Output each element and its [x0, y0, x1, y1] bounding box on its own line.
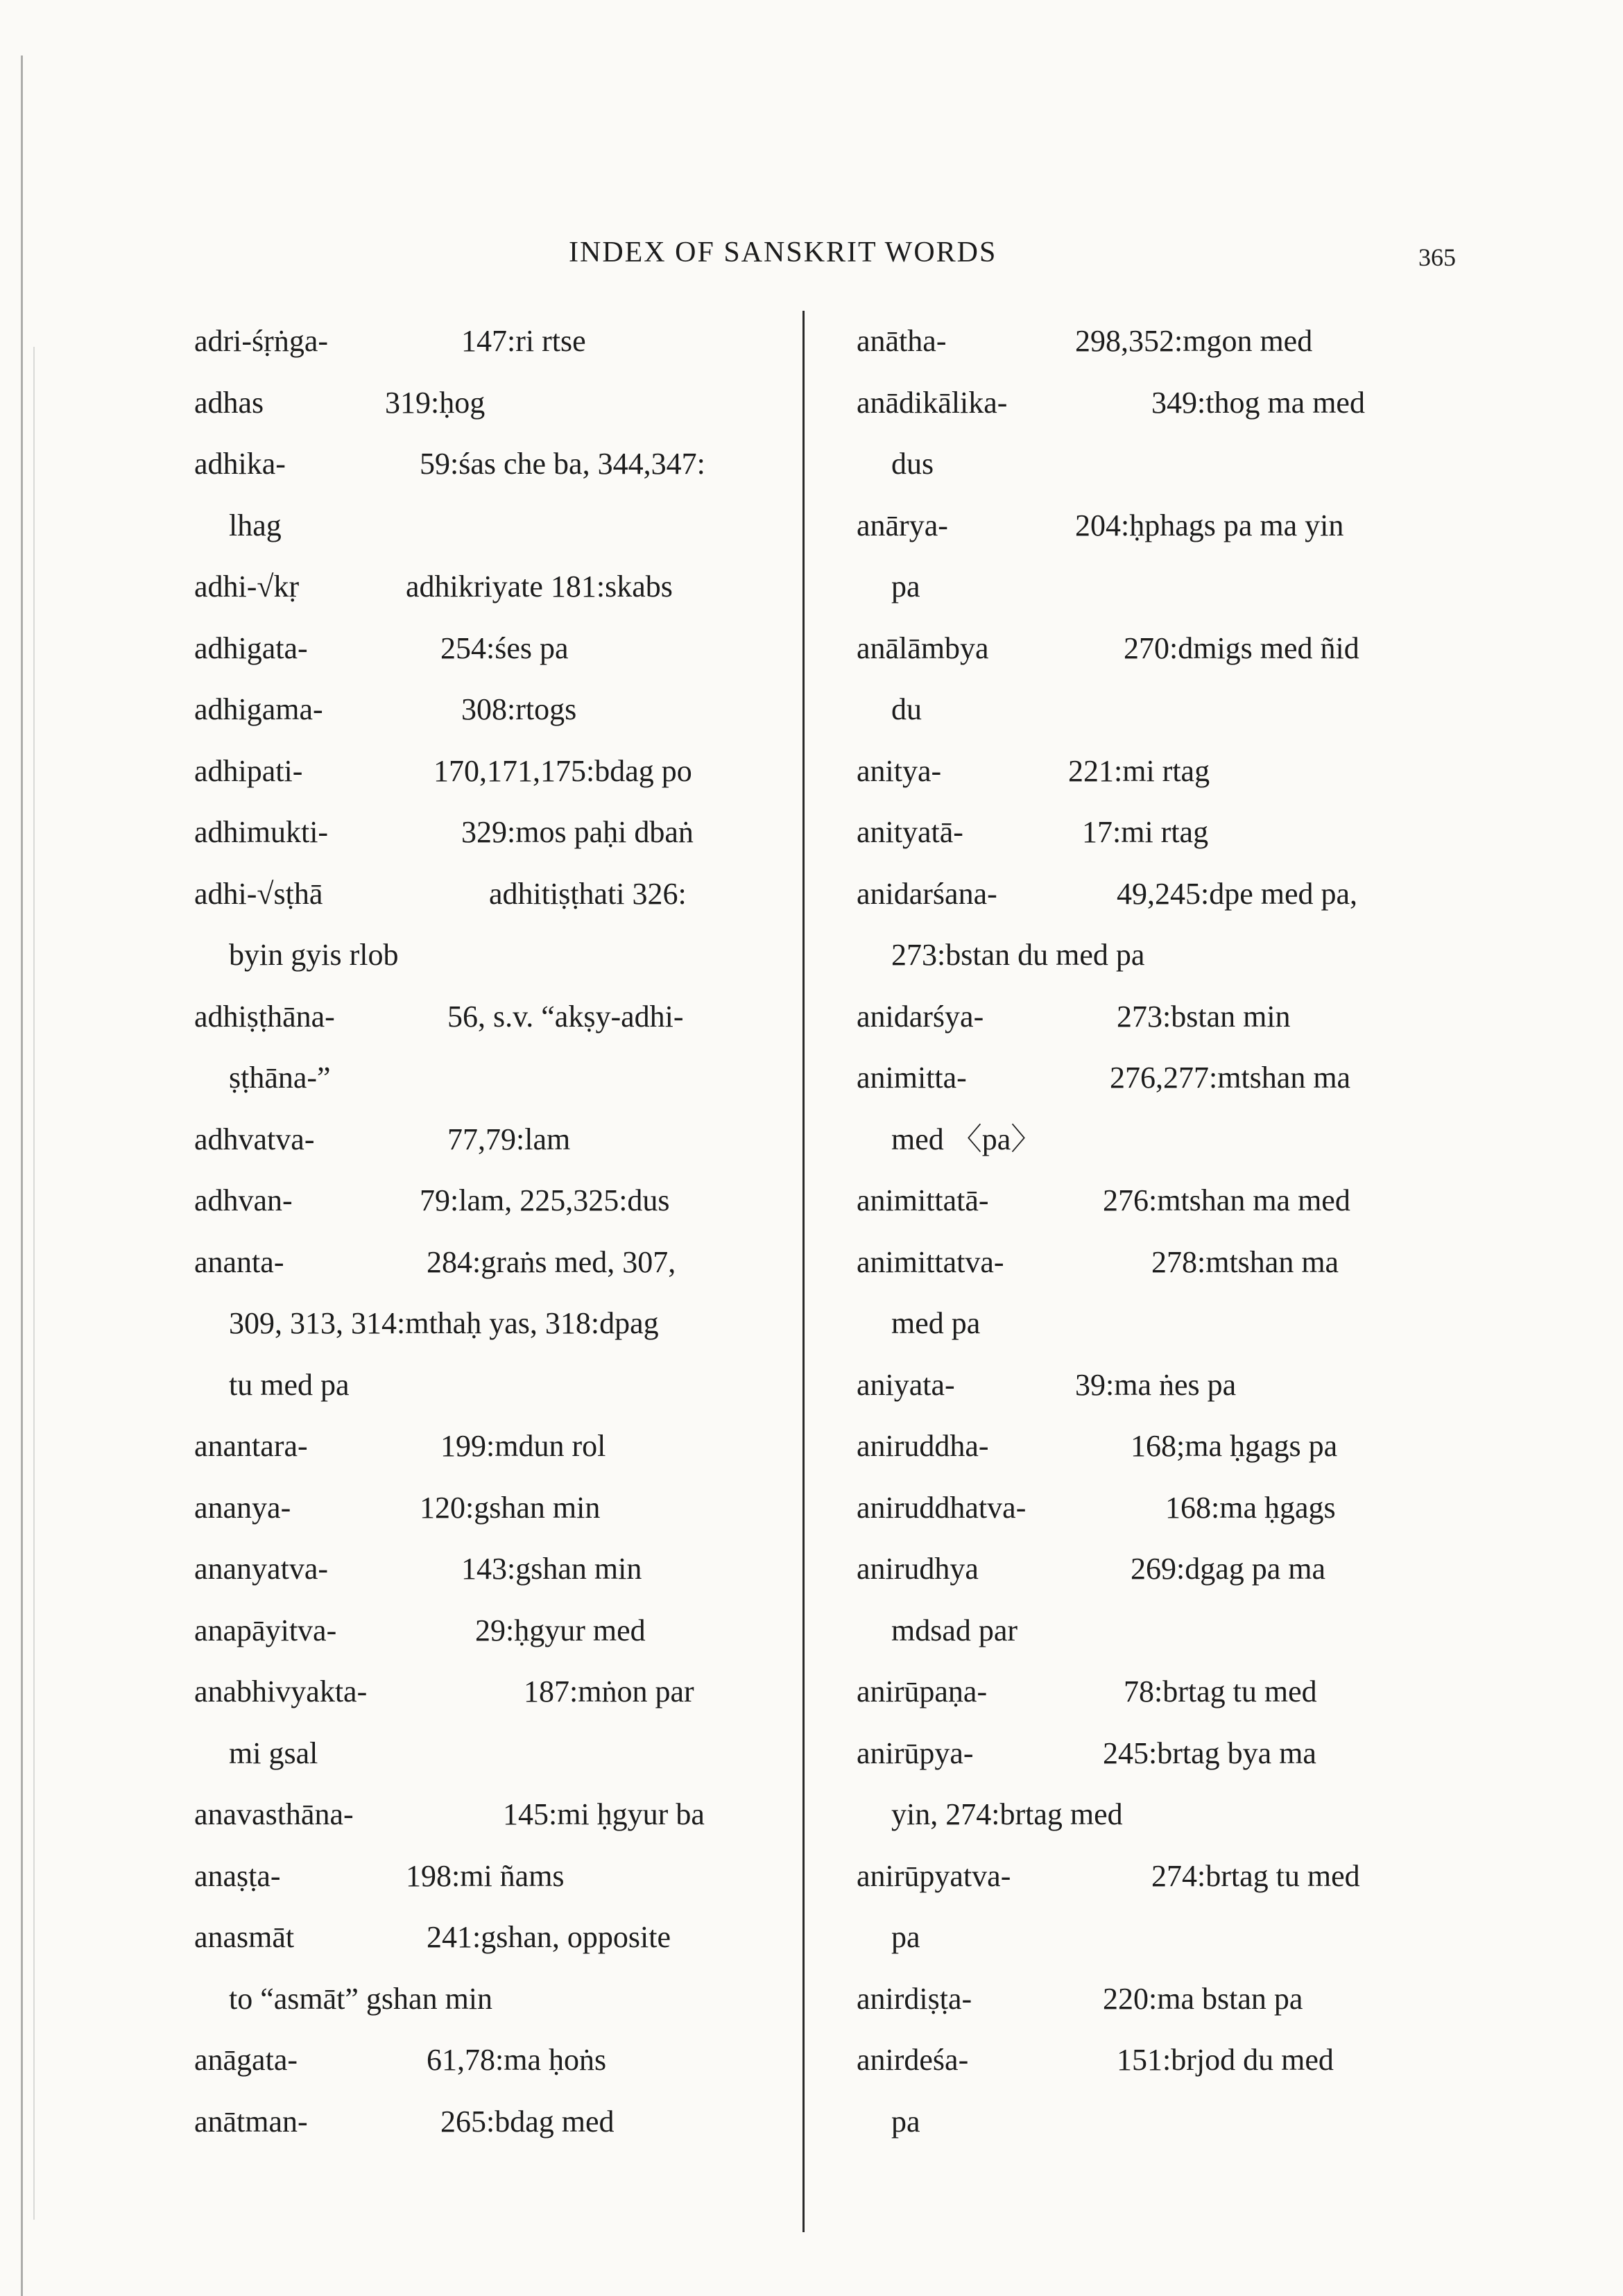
index-entry — [857, 1539, 1418, 1600]
index-term: aniruddhatva- — [857, 1490, 1027, 1525]
index-term: anirdiṣṭa- — [857, 1981, 972, 2016]
index-entry-continuation — [857, 1293, 1418, 1355]
index-entry — [857, 864, 1418, 925]
index-entry-continuation — [194, 1355, 756, 1416]
index-reference: 145:mi ḥgyur ba — [503, 1797, 705, 1831]
index-entry — [194, 679, 756, 741]
page-edge-line — [21, 55, 23, 2296]
index-reference: 309, 313, 314:mthaḥ yas, 318:dpag — [229, 1306, 659, 1340]
index-reference: mdsad par — [891, 1613, 1018, 1647]
index-term: anantara- — [194, 1429, 308, 1463]
index-term: anidarśya- — [857, 999, 984, 1034]
index-entry — [194, 802, 756, 864]
index-reference: 276:mtshan ma med — [1103, 1183, 1350, 1217]
index-reference: to “asmāt” gshan min — [229, 1981, 493, 2016]
index-entry — [194, 1661, 756, 1723]
index-entry-continuation — [857, 434, 1418, 495]
index-term: anavasthāna- — [194, 1797, 354, 1831]
index-reference: pa — [891, 2104, 920, 2139]
index-reference: 151:brjod du med — [1117, 2043, 1334, 2077]
index-reference: 241:gshan, opposite — [427, 1920, 671, 1954]
index-entry-continuation — [194, 1969, 756, 2030]
index-reference: 329:mos paḥi dbaṅ — [461, 815, 694, 849]
index-reference: 269:dgag pa ma — [1131, 1552, 1326, 1586]
index-term: adhvatva- — [194, 1122, 315, 1156]
index-reference: 29:ḥgyur med — [475, 1613, 646, 1647]
index-entry — [857, 741, 1418, 803]
index-entry — [857, 311, 1418, 372]
index-entry — [194, 1232, 756, 1294]
index-entry — [194, 556, 756, 618]
index-reference: 56, s.v. “akṣy-adhi- — [447, 999, 684, 1034]
index-entry-continuation — [857, 1784, 1418, 1846]
index-reference: 168:ma ḥgags — [1165, 1490, 1336, 1525]
index-reference: 77,79:lam — [447, 1122, 571, 1156]
index-entry — [857, 1723, 1418, 1785]
index-term: ananyatva- — [194, 1552, 328, 1586]
index-term: anidarśana- — [857, 876, 997, 911]
index-reference: 120:gshan min — [420, 1490, 601, 1525]
index-entry — [194, 1539, 756, 1600]
index-reference: 273:bstan du med pa — [891, 938, 1145, 972]
index-reference: 273:bstan min — [1117, 999, 1291, 1034]
index-reference: 254:śes pa — [440, 631, 569, 665]
index-entry — [194, 1600, 756, 1662]
index-term: ananta- — [194, 1244, 284, 1279]
index-entry-continuation — [857, 556, 1418, 618]
index-term: anālāmbya — [857, 631, 989, 665]
index-reference: med 〈pa〉 — [891, 1122, 1042, 1156]
index-entry — [194, 1416, 756, 1477]
index-entry — [857, 1047, 1418, 1109]
index-reference: 170,171,175:bdag po — [433, 753, 692, 788]
index-reference: lhag — [229, 508, 282, 542]
index-term: anātman- — [194, 2104, 308, 2139]
index-entry — [194, 372, 756, 434]
index-reference: 143:gshan min — [461, 1552, 642, 1586]
index-entry — [857, 1170, 1418, 1232]
index-reference: 49,245:dpe med pa, — [1117, 876, 1358, 911]
index-entry — [194, 1170, 756, 1232]
index-term: anitya- — [857, 753, 942, 788]
index-entry — [857, 802, 1418, 864]
index-entry-continuation — [194, 925, 756, 986]
index-reference: pa — [891, 1920, 920, 1954]
index-reference: mi gsal — [229, 1736, 318, 1770]
index-entry — [194, 1784, 756, 1846]
index-entry — [857, 1969, 1418, 2030]
index-reference: 79:lam, 225,325:dus — [420, 1183, 670, 1217]
index-entry — [857, 372, 1418, 434]
index-entry — [194, 2091, 756, 2153]
index-entry-continuation — [194, 1293, 756, 1355]
index-entry — [194, 864, 756, 925]
index-reference: 187:mṅon par — [524, 1674, 694, 1708]
index-reference: 39:ma ṅes pa — [1075, 1367, 1237, 1402]
index-term: animittatva- — [857, 1244, 1004, 1279]
index-term: anādikālika- — [857, 385, 1008, 420]
index-entry-continuation — [857, 2091, 1418, 2153]
index-entry — [857, 986, 1418, 1048]
index-reference: 274:brtag tu med — [1151, 1858, 1360, 1893]
index-reference: 147:ri rtse — [461, 324, 586, 358]
index-reference: 221:mi rtag — [1068, 753, 1210, 788]
index-entry — [194, 311, 756, 372]
index-entry-continuation — [857, 925, 1418, 986]
index-term: adhigata- — [194, 631, 308, 665]
index-entry-continuation — [857, 679, 1418, 741]
page-header — [0, 236, 1623, 277]
index-reference: dus — [891, 447, 934, 481]
index-entry — [857, 495, 1418, 557]
index-entry — [194, 434, 756, 495]
index-reference: adhikriyate 181:skabs — [406, 569, 673, 603]
index-column-left — [194, 311, 756, 2152]
index-reference: med pa — [891, 1306, 981, 1340]
index-term: anaṣṭa- — [194, 1858, 281, 1893]
index-term: anirūpya- — [857, 1736, 974, 1770]
index-entry — [857, 1846, 1418, 1908]
index-entry — [194, 1109, 756, 1171]
index-reference: 319:ḥog — [385, 385, 486, 420]
index-entry — [194, 1846, 756, 1908]
index-reference: yin, 274:brtag med — [891, 1797, 1123, 1831]
index-reference: 308:rtogs — [461, 692, 577, 726]
index-entry — [857, 1355, 1418, 1416]
index-term: adhvan- — [194, 1183, 293, 1217]
index-term: adhi-√sṭhā — [194, 876, 323, 911]
index-term: anabhivyakta- — [194, 1674, 368, 1708]
index-entry-continuation — [857, 1109, 1418, 1171]
index-term: aniruddha- — [857, 1429, 989, 1463]
index-term: adhiṣṭhāna- — [194, 999, 335, 1034]
index-column-right — [857, 311, 1418, 2152]
index-term: adri-śṛṅga- — [194, 324, 329, 358]
index-reference: pa — [891, 569, 920, 603]
index-reference: 270:dmigs med ñid — [1124, 631, 1359, 665]
index-reference: 59:śas che ba, 344,347: — [420, 447, 705, 481]
index-reference: 61,78:ma ḥoṅs — [427, 2043, 607, 2077]
index-entry — [857, 1416, 1418, 1477]
index-entry-continuation — [857, 1600, 1418, 1662]
index-entry — [857, 2030, 1418, 2091]
index-reference: adhitiṣṭhati 326: — [489, 876, 687, 911]
index-reference: 284:graṅs med, 307, — [427, 1244, 676, 1279]
column-divider — [802, 311, 805, 2232]
index-entry-continuation — [857, 1907, 1418, 1969]
index-term: anirudhya — [857, 1552, 979, 1586]
index-reference: du — [891, 692, 922, 726]
index-term: adhika- — [194, 447, 286, 481]
index-reference: 199:mdun rol — [440, 1429, 606, 1463]
index-reference: 220:ma bstan pa — [1103, 1981, 1303, 2016]
page-title: INDEX OF SANSKRIT WORDS — [569, 237, 997, 268]
index-term: anasmāt — [194, 1920, 295, 1954]
index-reference: 168;ma ḥgags pa — [1131, 1429, 1338, 1463]
index-term: anātha- — [857, 324, 947, 358]
index-entry-continuation — [194, 1723, 756, 1785]
index-term: anirūpaṇa- — [857, 1674, 988, 1708]
index-term: animitta- — [857, 1061, 967, 1095]
index-reference: 298,352:mgon med — [1075, 324, 1313, 358]
index-reference: tu med pa — [229, 1367, 350, 1402]
index-term: adhas — [194, 385, 264, 420]
index-reference: 204:ḥphags pa ma yin — [1075, 508, 1344, 542]
index-reference: 276,277:mtshan ma — [1110, 1061, 1351, 1095]
page-number: 365 — [1418, 243, 1456, 271]
index-entry — [857, 1477, 1418, 1539]
index-entry — [194, 1907, 756, 1969]
index-term: aniyata- — [857, 1367, 955, 1402]
index-entry — [857, 618, 1418, 680]
index-entry-continuation — [194, 495, 756, 557]
index-term: anirdeśa- — [857, 2043, 969, 2077]
index-entry — [857, 1661, 1418, 1723]
index-term: anāgata- — [194, 2043, 298, 2077]
index-entry — [194, 2030, 756, 2091]
index-reference: 349:thog ma med — [1151, 385, 1365, 420]
index-term: adhi-√kṛ — [194, 569, 300, 603]
index-entry — [194, 741, 756, 803]
index-reference: 78:brtag tu med — [1124, 1674, 1317, 1708]
index-entry-continuation — [194, 1047, 756, 1109]
index-entry — [194, 986, 756, 1048]
index-term: anityatā- — [857, 815, 963, 849]
index-reference: byin gyis rlob — [229, 938, 399, 972]
index-term: anārya- — [857, 508, 948, 542]
index-term: adhipati- — [194, 753, 303, 788]
index-term: ananya- — [194, 1490, 291, 1525]
index-reference: 278:mtshan ma — [1151, 1244, 1339, 1279]
page-edge-shadow — [33, 347, 35, 2220]
index-reference: 245:brtag bya ma — [1103, 1736, 1316, 1770]
index-reference: 198:mi ñams — [406, 1858, 565, 1893]
index-term: anapāyitva- — [194, 1613, 337, 1647]
index-reference: 17:mi rtag — [1082, 815, 1209, 849]
index-term: animittatā- — [857, 1183, 989, 1217]
index-term: anirūpyatva- — [857, 1858, 1011, 1893]
index-term: adhimukti- — [194, 815, 329, 849]
index-entry — [194, 1477, 756, 1539]
index-reference: 265:bdag med — [440, 2104, 615, 2139]
index-reference: ṣṭhāna-” — [229, 1061, 331, 1095]
index-term: adhigama- — [194, 692, 323, 726]
index-entry — [194, 618, 756, 680]
index-entry — [857, 1232, 1418, 1294]
